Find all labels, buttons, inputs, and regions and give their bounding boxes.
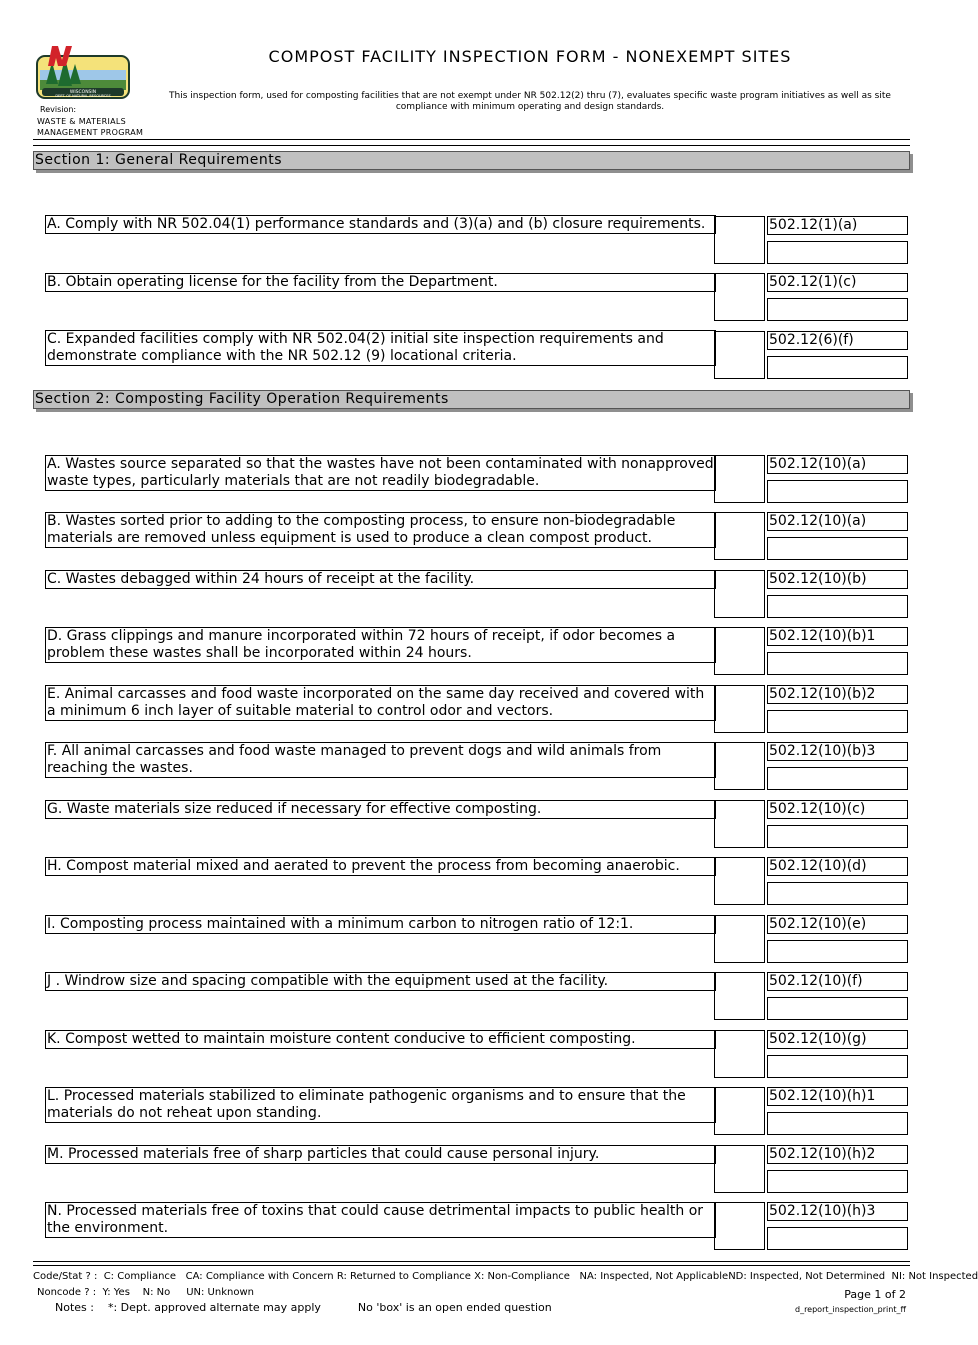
comment-box-s2-d[interactable] bbox=[767, 652, 908, 675]
logo-text-wisconsin: WISCONSIN bbox=[69, 90, 97, 95]
comment-box-s2-h[interactable] bbox=[767, 882, 908, 905]
code-ref-s2-m: 502.12(10)(h)2 bbox=[767, 1145, 908, 1164]
code-legend-label: Code/Stat ? : bbox=[33, 1271, 98, 1282]
code-nd: ND: Inspected, Not Determined bbox=[728, 1271, 886, 1282]
comment-box-s2-j[interactable] bbox=[767, 997, 908, 1020]
notes-legend bbox=[55, 1302, 552, 1314]
status-box-s1-a[interactable] bbox=[714, 216, 765, 264]
code-ref-s2-f: 502.12(10)(b)3 bbox=[767, 742, 908, 761]
question-s2-e: E. Animal carcasses and food waste incorporated on the same day received and covered with a minimum 6 inch layer of suitable material to control odor and vectors. bbox=[45, 685, 716, 721]
code-r: R: Returned to Compliance bbox=[336, 1271, 471, 1282]
comment-box-s2-e[interactable] bbox=[767, 710, 908, 733]
status-box-s2-h[interactable] bbox=[714, 857, 765, 905]
comment-box-s2-g[interactable] bbox=[767, 825, 908, 848]
question-s2-l: L. Processed materials stabilized to eliminate pathogenic organisms and to ensure that the materials do not reheat upon standing. bbox=[45, 1087, 716, 1123]
footer-rule-2 bbox=[33, 1265, 910, 1266]
status-box-s2-n[interactable] bbox=[714, 1202, 765, 1250]
question-s2-a: A. Wastes source separated so that the wastes have not been contaminated with nonapproved waste types, particularly materials that are not readily biodegradable. bbox=[45, 455, 716, 491]
program-name bbox=[37, 116, 157, 138]
comment-box-s1-b[interactable] bbox=[767, 298, 908, 321]
status-box-s2-d[interactable] bbox=[714, 627, 765, 675]
status-box-s1-b[interactable] bbox=[714, 273, 765, 321]
code-c: C: Compliance bbox=[103, 1271, 177, 1282]
question-s2-h: H. Compost material mixed and aerated to prevent the process from becoming anaerobic. bbox=[45, 857, 716, 876]
status-box-s2-l[interactable] bbox=[714, 1087, 765, 1135]
question-s2-j: J . Windrow size and spacing compatible with the equipment used at the facility. bbox=[45, 972, 716, 991]
code-ref-s2-d: 502.12(10)(b)1 bbox=[767, 627, 908, 646]
code-ref-s2-h: 502.12(10)(d) bbox=[767, 857, 908, 876]
question-s1-c: C. Expanded facilities comply with NR 502.04(2) initial site inspection requirements and demonstrate compliance with the NR 502.12 (9) locational criteria. bbox=[45, 330, 716, 366]
code-ref-s2-g: 502.12(10)(c) bbox=[767, 800, 908, 819]
question-s2-d: D. Grass clippings and manure incorporated within 72 hours of receipt, if odor becomes a problem these wastes shall be incorporated within 24 hours. bbox=[45, 627, 716, 663]
noncode-legend bbox=[37, 1287, 254, 1299]
code-ref-s1-c: 502.12(6)(f) bbox=[767, 331, 908, 350]
question-s2-f: F. All animal carcasses and food waste managed to prevent dogs and wild animals from reaching the wastes. bbox=[45, 742, 716, 778]
code-ref-s2-c: 502.12(10)(b) bbox=[767, 570, 908, 589]
form-description: This inspection form, used for composting facilities that are not exempt under NR 502.12(2) thru (7), evaluates specific waste program initiatives as well as site compliance with minimum operating and design standards. bbox=[169, 91, 891, 112]
code-ref-s2-e: 502.12(10)(b)2 bbox=[767, 685, 908, 704]
status-box-s2-g[interactable] bbox=[714, 800, 765, 848]
comment-box-s2-a[interactable] bbox=[767, 480, 908, 503]
page-number: Page 1 of 2 bbox=[844, 1288, 906, 1301]
status-box-s2-i[interactable] bbox=[714, 915, 765, 963]
status-box-s2-j[interactable] bbox=[714, 972, 765, 1020]
status-box-s2-m[interactable] bbox=[714, 1145, 765, 1193]
comment-box-s1-c[interactable] bbox=[767, 356, 908, 379]
code-ref-s2-k: 502.12(10)(g) bbox=[767, 1030, 908, 1049]
comment-box-s2-f[interactable] bbox=[767, 767, 908, 790]
noncode-y: Y: Yes bbox=[102, 1287, 130, 1298]
program-line-2: MANAGEMENT PROGRAM bbox=[37, 128, 144, 137]
logo-text-dnr: DEPT. OF NATURAL RESOURCES bbox=[55, 94, 111, 98]
header-rule-1 bbox=[33, 139, 910, 140]
report-name: d_report_inspection_print_ff bbox=[794, 1305, 906, 1314]
code-ca: CA: Compliance with Concern bbox=[185, 1271, 334, 1282]
comment-box-s2-b[interactable] bbox=[767, 537, 908, 560]
comment-box-s2-n[interactable] bbox=[767, 1227, 908, 1250]
code-ref-s1-b: 502.12(1)(c) bbox=[767, 273, 908, 292]
status-box-s1-c[interactable] bbox=[714, 331, 765, 379]
code-legend bbox=[33, 1271, 978, 1283]
section-1-header: Section 1: General Requirements bbox=[33, 151, 910, 170]
code-ref-s1-a: 502.12(1)(a) bbox=[767, 216, 908, 235]
question-s2-b: B. Wastes sorted prior to adding to the composting process, to ensure non-biodegradable materials are removed unless equipment is used to produce a clean compost product. bbox=[45, 512, 716, 548]
code-ref-s2-j: 502.12(10)(f) bbox=[767, 972, 908, 991]
comment-box-s2-l[interactable] bbox=[767, 1112, 908, 1135]
code-ref-s2-n: 502.12(10)(h)3 bbox=[767, 1202, 908, 1221]
code-x: X: Non-Compliance bbox=[474, 1271, 570, 1282]
status-box-s2-a[interactable] bbox=[714, 455, 765, 503]
code-ref-s2-l: 502.12(10)(h)1 bbox=[767, 1087, 908, 1106]
question-s2-n: N. Processed materials free of toxins that could cause detrimental impacts to public health or the environment. bbox=[45, 1202, 716, 1238]
question-s2-i: I. Composting process maintained with a minimum carbon to nitrogen ratio of 12:1. bbox=[45, 915, 716, 934]
section-2-header: Section 2: Composting Facility Operation Requirements bbox=[33, 390, 910, 409]
code-ref-s2-a: 502.12(10)(a) bbox=[767, 455, 908, 474]
question-s1-b: B. Obtain operating license for the facility from the Department. bbox=[45, 273, 716, 292]
status-box-s2-f[interactable] bbox=[714, 742, 765, 790]
note-open-ended: No 'box' is an open ended question bbox=[357, 1301, 552, 1314]
noncode-legend-label: Noncode ? : bbox=[37, 1287, 97, 1298]
status-box-s2-b[interactable] bbox=[714, 512, 765, 560]
noncode-n: N: No bbox=[142, 1287, 171, 1298]
status-box-s2-k[interactable] bbox=[714, 1030, 765, 1078]
question-s2-m: M. Processed materials free of sharp particles that could cause personal injury. bbox=[45, 1145, 716, 1164]
comment-box-s2-m[interactable] bbox=[767, 1170, 908, 1193]
question-s1-a: A. Comply with NR 502.04(1) performance standards and (3)(a) and (b) closure requirements. bbox=[45, 215, 716, 234]
wi-dnr-logo bbox=[36, 44, 130, 100]
form-title: COMPOST FACILITY INSPECTION FORM - NONEXEMPT SITES bbox=[268, 47, 792, 66]
comment-box-s2-k[interactable] bbox=[767, 1055, 908, 1078]
status-box-s2-e[interactable] bbox=[714, 685, 765, 733]
noncode-un: UN: Unknown bbox=[186, 1287, 254, 1298]
program-line-1: WASTE & MATERIALS bbox=[37, 117, 127, 126]
comment-box-s2-c[interactable] bbox=[767, 595, 908, 618]
question-s2-g: G. Waste materials size reduced if necessary for effective composting. bbox=[45, 800, 716, 819]
code-ni: NI: Not Inspected bbox=[891, 1271, 978, 1282]
comment-box-s1-a[interactable] bbox=[767, 241, 908, 264]
note-alternate: *: Dept. approved alternate may apply bbox=[107, 1301, 321, 1314]
question-s2-c: C. Wastes debagged within 24 hours of receipt at the facility. bbox=[45, 570, 716, 589]
header-rule-2 bbox=[33, 145, 910, 146]
notes-label: Notes : bbox=[55, 1301, 94, 1314]
code-ref-s2-b: 502.12(10)(a) bbox=[767, 512, 908, 531]
code-ref-s2-i: 502.12(10)(e) bbox=[767, 915, 908, 934]
question-s2-k: K. Compost wetted to maintain moisture content conducive to efficient composting. bbox=[45, 1030, 716, 1049]
comment-box-s2-i[interactable] bbox=[767, 940, 908, 963]
footer-rule-1 bbox=[33, 1261, 910, 1262]
revision-label: Revision: bbox=[40, 105, 77, 114]
code-na: NA: Inspected, Not Applicable bbox=[579, 1271, 729, 1282]
status-box-s2-c[interactable] bbox=[714, 570, 765, 618]
